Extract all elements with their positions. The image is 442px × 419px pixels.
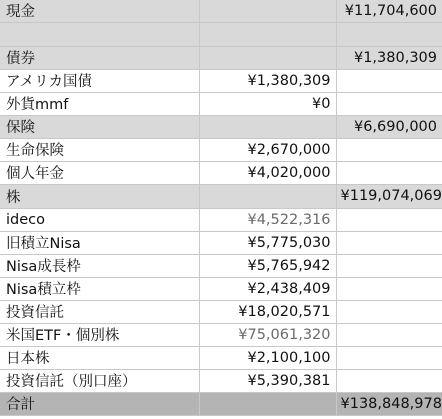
item-row [0, 323, 442, 346]
category-subtotal[interactable] [336, 231, 442, 254]
item-value[interactable] [199, 0, 336, 22]
row-label[interactable]: 個人年金 [0, 161, 199, 184]
row-label[interactable]: 投資信託 [0, 300, 199, 323]
row-label[interactable]: 生命保険 [0, 138, 199, 161]
item-row [0, 161, 442, 184]
item-row [0, 92, 442, 115]
category-subtotal[interactable]: ¥6,690,000 [336, 115, 442, 138]
item-row [0, 277, 442, 300]
item-row [0, 346, 442, 369]
row-label[interactable]: 株 [0, 184, 199, 208]
category-subtotal[interactable] [336, 346, 442, 369]
category-row [0, 115, 442, 138]
category-subtotal[interactable]: ¥119,074,069 [336, 184, 442, 208]
category-subtotal[interactable] [336, 208, 442, 231]
category-subtotal[interactable] [336, 323, 442, 346]
item-value[interactable] [199, 22, 336, 46]
item-value[interactable] [199, 46, 336, 69]
row-label[interactable]: 日本株 [0, 346, 199, 369]
category-subtotal[interactable] [336, 300, 442, 323]
category-subtotal[interactable]: ¥11,704,600 [336, 0, 442, 22]
row-label[interactable]: Nisa積立枠 [0, 277, 199, 300]
item-value[interactable]: ¥2,670,000 [199, 138, 336, 161]
category-subtotal[interactable] [336, 138, 442, 161]
row-label[interactable]: アメリカ国債 [0, 69, 199, 92]
category-subtotal[interactable]: ¥138,848,978 [336, 392, 442, 415]
item-value[interactable]: ¥2,438,409 [199, 277, 336, 300]
item-row [0, 231, 442, 254]
row-label[interactable]: 投資信託（別口座） [0, 369, 199, 392]
row-label[interactable]: 合計 [0, 392, 199, 415]
item-value[interactable]: ¥5,765,942 [199, 254, 336, 277]
category-subtotal[interactable] [336, 369, 442, 392]
category-row [0, 184, 442, 208]
category-row [0, 46, 442, 69]
item-value[interactable]: ¥5,775,030 [199, 231, 336, 254]
row-label[interactable]: 米国ETF・個別株 [0, 323, 199, 346]
category-subtotal[interactable] [336, 92, 442, 115]
item-value[interactable]: ¥2,100,100 [199, 346, 336, 369]
blank-row [0, 22, 442, 46]
item-value[interactable] [199, 115, 336, 138]
item-value[interactable]: ¥1,380,309 [199, 69, 336, 92]
row-label[interactable]: 債券 [0, 46, 199, 69]
category-subtotal[interactable]: ¥1,380,309 [336, 46, 442, 69]
item-row [0, 369, 442, 392]
item-row [0, 138, 442, 161]
row-label[interactable] [0, 22, 199, 46]
item-value[interactable]: ¥5,390,381 [199, 369, 336, 392]
item-value[interactable]: ¥75,061,320 [199, 323, 336, 346]
row-label[interactable]: ideco [0, 208, 199, 231]
item-row [0, 300, 442, 323]
category-subtotal[interactable] [336, 69, 442, 92]
category-subtotal[interactable] [336, 277, 442, 300]
item-value[interactable] [199, 184, 336, 208]
item-row [0, 208, 442, 231]
item-value[interactable]: ¥18,020,571 [199, 300, 336, 323]
item-value[interactable]: ¥0 [199, 92, 336, 115]
item-row [0, 69, 442, 92]
item-row [0, 254, 442, 277]
item-value[interactable]: ¥4,020,000 [199, 161, 336, 184]
category-subtotal[interactable] [336, 22, 442, 46]
category-subtotal[interactable] [336, 254, 442, 277]
item-value[interactable] [199, 392, 336, 415]
total-row [0, 392, 442, 415]
row-label[interactable]: 旧積立Nisa [0, 231, 199, 254]
category-subtotal[interactable] [336, 161, 442, 184]
category-row [0, 0, 442, 22]
row-label[interactable]: 保険 [0, 115, 199, 138]
row-label[interactable]: Nisa成長枠 [0, 254, 199, 277]
item-value[interactable]: ¥4,522,316 [199, 208, 336, 231]
row-label[interactable]: 外貨mmf [0, 92, 199, 115]
row-label[interactable]: 現金 [0, 0, 199, 22]
